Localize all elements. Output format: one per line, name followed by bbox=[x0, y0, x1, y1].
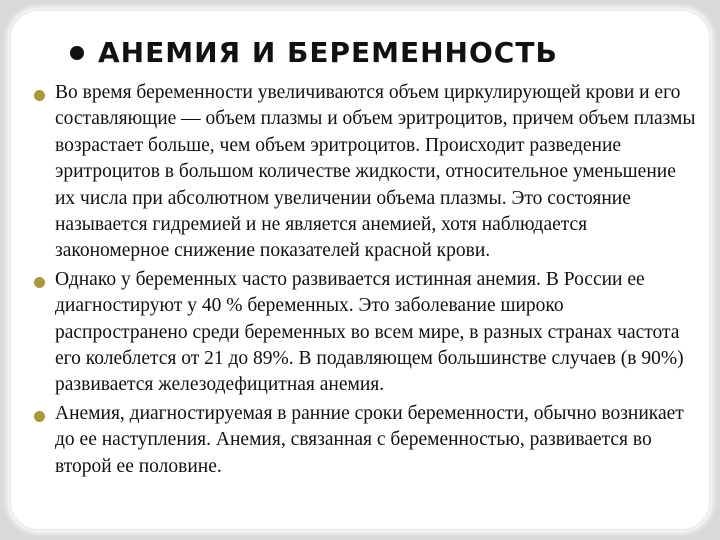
title-bullet-icon bbox=[70, 46, 84, 60]
bullet-paragraph-3 bbox=[34, 401, 698, 480]
slide-body bbox=[34, 80, 698, 482]
bullet-dot-icon bbox=[34, 411, 45, 422]
paragraph-text: Во время беременности увеличиваются объем циркулирующей крови и его составляющие — объем плазмы и объем эритроцитов, причем объем плазмы возрастает больше, чем объем эритроцитов. Происходит разведение эритроцитов в большом количестве жидкости, относительное уменьшение их числа при абсолютном увеличении объема плазмы. Это состояние называется гидремией и не является анемией, хотя наблюдается закономерное снижение показателей красной крови. bbox=[55, 82, 696, 262]
paragraph-text: Однако у беременных часто развивается истинная анемия. В России ее диагностируют у 40 % беременных. Это заболевание широко распространено среди беременных во всем мире, в разных странах частота его колеблется от 21 до 89%. В подавляющем большинстве случаев (в 90%) развивается железодефицитная анемия. bbox=[55, 268, 684, 396]
slide-title bbox=[70, 36, 558, 69]
bullet-paragraph-1 bbox=[34, 80, 698, 265]
bullet-dot-icon bbox=[34, 90, 45, 101]
bullet-paragraph-2 bbox=[34, 267, 698, 399]
paragraph-text: Анемия, диагностируемая в ранние сроки беременности, обычно возникает до ее наступления. Анемия, связанная с беременностью, развивается во второй ее половине. bbox=[55, 402, 684, 477]
bullet-dot-icon bbox=[34, 277, 45, 288]
slide-title-text: АНЕМИЯ И БЕРЕМЕННОСТЬ bbox=[98, 36, 558, 69]
slide-card bbox=[10, 10, 710, 530]
